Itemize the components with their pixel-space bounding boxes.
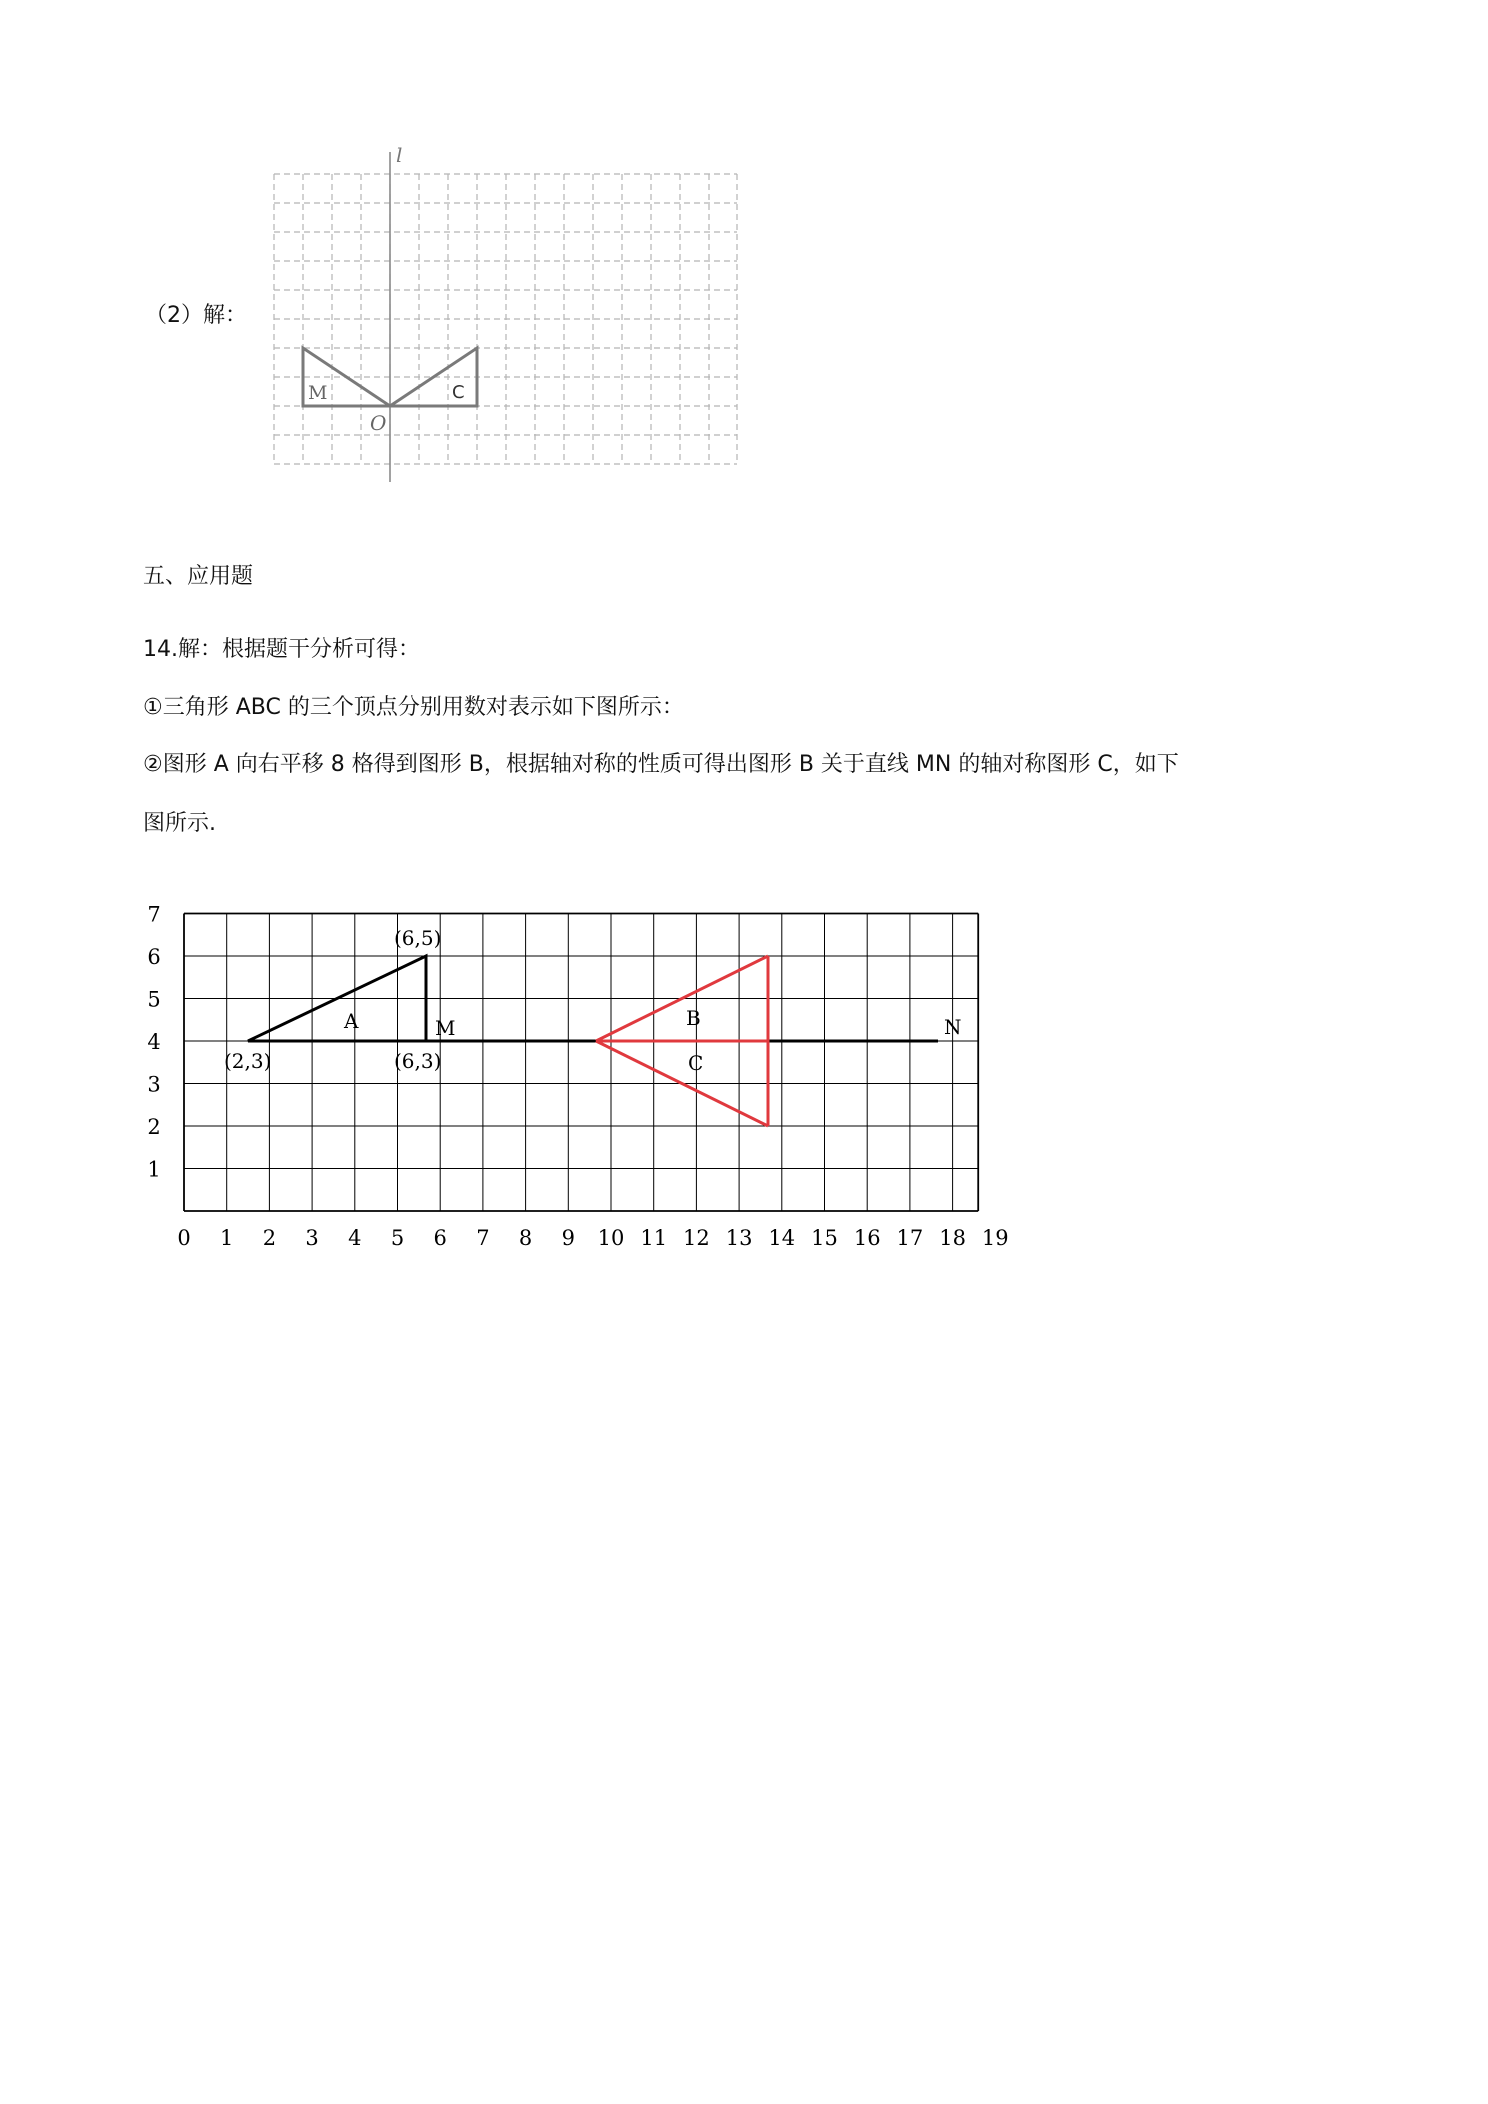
- x-tick-label: 7: [476, 1226, 490, 1250]
- x-tick-label: 13: [725, 1226, 753, 1250]
- origin-label: O: [370, 411, 387, 435]
- coord-label-6-5: (6,5): [394, 926, 442, 950]
- coord-label-6-3: (6,3): [394, 1049, 442, 1073]
- x-tick-label: 10: [597, 1226, 625, 1250]
- problem-step2-line2: 图所示.: [143, 811, 216, 836]
- x-tick-label: 5: [390, 1226, 405, 1250]
- y-tick-label: 7: [147, 902, 161, 927]
- x-tick-label: 0: [177, 1226, 191, 1250]
- x-tick-label: 4: [348, 1226, 362, 1250]
- y-tick-label: 2: [147, 1115, 161, 1139]
- label-b: B: [686, 1006, 701, 1030]
- label-a: A: [344, 1009, 359, 1033]
- problem-step2-line1: ②图形 A 向右平移 8 格得到图形 B，根据轴对称的性质可得出图形 B 关于直线 MN 的轴对称图形 C，如下: [143, 752, 1179, 777]
- x-tick-label: 9: [561, 1226, 575, 1250]
- section-title: 五、应用题: [143, 564, 254, 589]
- coordinate-grid: [184, 914, 978, 1212]
- shape-right-label: C: [452, 382, 465, 403]
- shape-left-label: M: [308, 382, 328, 404]
- label-c: C: [688, 1051, 704, 1075]
- coord-label-2-3: (2,3): [224, 1049, 272, 1073]
- x-tick-label: 15: [811, 1226, 838, 1250]
- x-tick-label: 19: [981, 1226, 1009, 1250]
- x-tick-label: 14: [768, 1226, 796, 1250]
- x-tick-label: 8: [518, 1226, 533, 1250]
- label-n: N: [944, 1015, 962, 1039]
- part2-label: （2）解：: [145, 303, 247, 328]
- x-tick-label: 16: [853, 1226, 881, 1250]
- y-tick-label: 6: [147, 945, 161, 969]
- axis-l-label: l: [396, 143, 403, 167]
- x-tick-label: 2: [262, 1226, 277, 1250]
- y-tick-label: 4: [147, 1030, 161, 1054]
- y-tick-label: 5: [147, 987, 161, 1012]
- x-tick-label: 3: [305, 1226, 319, 1250]
- x-tick-label: 6: [433, 1226, 447, 1250]
- y-tick-label: 1: [147, 1157, 161, 1182]
- symmetry-grid-figure: [262, 140, 742, 480]
- x-tick-label: 17: [896, 1226, 924, 1250]
- coordinate-graph: [140, 855, 1140, 1250]
- y-axis-ticks: [147, 903, 160, 1182]
- problem-intro: 14.解：根据题干分析可得：: [143, 637, 420, 662]
- x-tick-label: 12: [683, 1226, 710, 1250]
- problem-step1: ①三角形 ABC 的三个顶点分别用数对表示如下图所示：: [143, 695, 684, 720]
- dashed-grid: [274, 174, 737, 464]
- y-tick-label: 3: [147, 1072, 161, 1097]
- x-axis-ticks: [177, 1226, 1008, 1250]
- x-tick-label: 18: [939, 1226, 966, 1250]
- x-tick-label: 11: [640, 1226, 668, 1250]
- label-m: M: [435, 1016, 456, 1040]
- x-tick-label: 1: [220, 1226, 234, 1250]
